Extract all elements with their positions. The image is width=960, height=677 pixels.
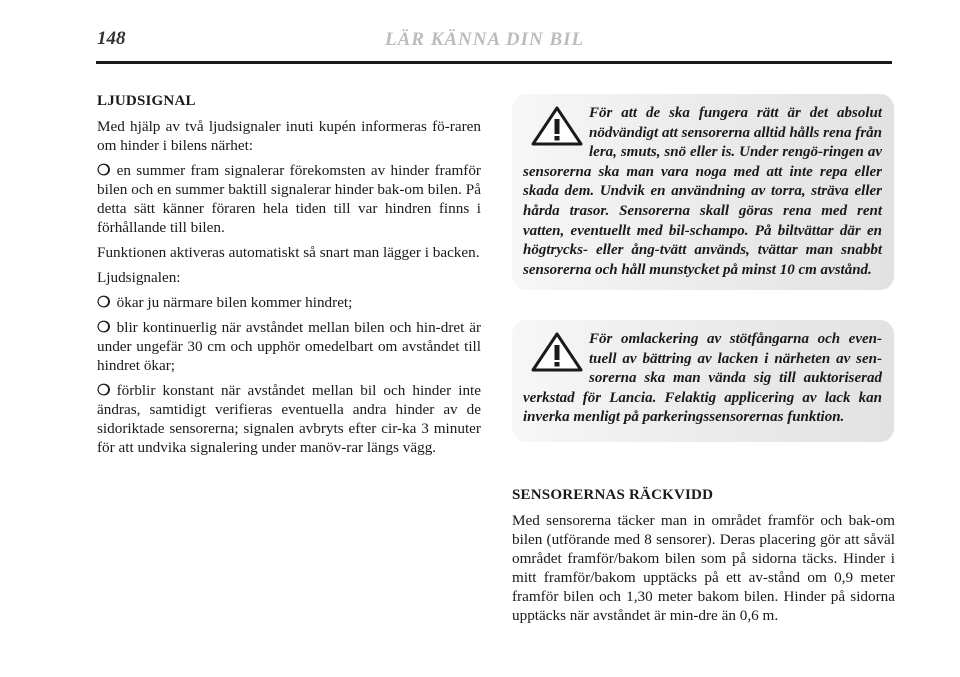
bullet-marker: ❍: [97, 294, 111, 311]
signal-item: [97, 381, 481, 457]
left-column: [97, 92, 481, 463]
warning-triangle-icon: [531, 332, 583, 372]
section-heading-ljudsignal: LJUDSIGNAL: [97, 93, 196, 109]
running-head: LÄR KÄNNA DIN BIL: [385, 29, 585, 50]
signal-item-text: blir kontinuerlig när avståndet mellan bilen och hin-dret är under ungefär 30 cm och upphör omedelbart om avståndet till hindret ökar;: [97, 319, 481, 374]
bullet-marker: ❍: [97, 319, 111, 336]
bullet-item: [97, 161, 481, 237]
warning-triangle-icon: [531, 106, 583, 146]
signal-item: [97, 318, 481, 375]
intro-paragraph: Med hjälp av två ljudsignaler inuti kupén informeras fö-raren om hinder i bilens närhet:: [97, 118, 481, 154]
warning-box-repaint: [512, 320, 894, 442]
section-heading-rackvidd: SENSORERNAS RÄCKVIDD: [512, 487, 714, 503]
signal-item-text: ökar ju närmare bilen kommer hindret;: [116, 294, 353, 311]
page-number: 148: [97, 28, 126, 49]
signal-label: Ljudsignalen:: [97, 269, 181, 286]
signal-item-text: förblir konstant när avståndet mellan bil och hinder inte ändras, samtidigt verifieras eventuella andra hinder av de sidoriktade sensorerna; signalen avbryts efter cir-ka 3 minuter för att undvika signalering under manöv-rar längs vägg.: [97, 382, 481, 456]
warning-text: För omlackering av stötfångarna och even-tuell av bättring av lacken i närheten av sen-sorerna ska man vända sig till auktoriserad verkstad för Lancia. Felaktig applicering av lack kan inverka menligt på parkeringssensorernas funktion.: [523, 331, 882, 426]
bullet-marker: ❍: [97, 162, 111, 179]
activation-paragraph: Funktionen aktiveras automatiskt så snart man lägger i backen.: [97, 244, 480, 261]
warning-box-cleaning: [512, 94, 894, 290]
bullet-marker: ❍: [97, 382, 111, 399]
right-column: [512, 486, 895, 631]
header-rule: [96, 61, 892, 64]
warning-text: För att de ska fungera rätt är det absolut nödvändigt att sensorerna alltid hålls rena från lera, smuts, snö eller is. Under rengö-ringen av sensorerna ska man vara noga med att inte repa eller skada dem. Undvik en användning av torra, sträva eller hårda trasor. Sensorerna skall göras rena med rent vatten, eventuellt med bil-schampo. På biltvättar där en högtrycks- eller ång-tvätt används, tvättar man snabbt sensorerna och håll munstycket på minst 10 cm avstånd.: [523, 105, 882, 278]
range-paragraph: Med sensorerna täcker man in området framför och bak-om bilen (utförande med 8 sensorer). Deras placering gör att såväl området framför/bakom bilen som på sidorna täcks. Hinder i mitt framför/bakom upptäcks på ett av-stånd om 0,9 meter framför bilen och 1,30 meter bakom bilen. Hinder på sidorna upptäcks när avståndet är min-dre än 0,6 m.: [512, 512, 895, 624]
signal-item: [97, 293, 481, 312]
bullet-text: en summer fram signalerar förekomsten av hinder framför bilen och en summer baktill signalerar hinder bak-om bilen. På detta sätt känner föraren hela tiden till var hindren finns i förhållande till bilen.: [97, 162, 481, 236]
